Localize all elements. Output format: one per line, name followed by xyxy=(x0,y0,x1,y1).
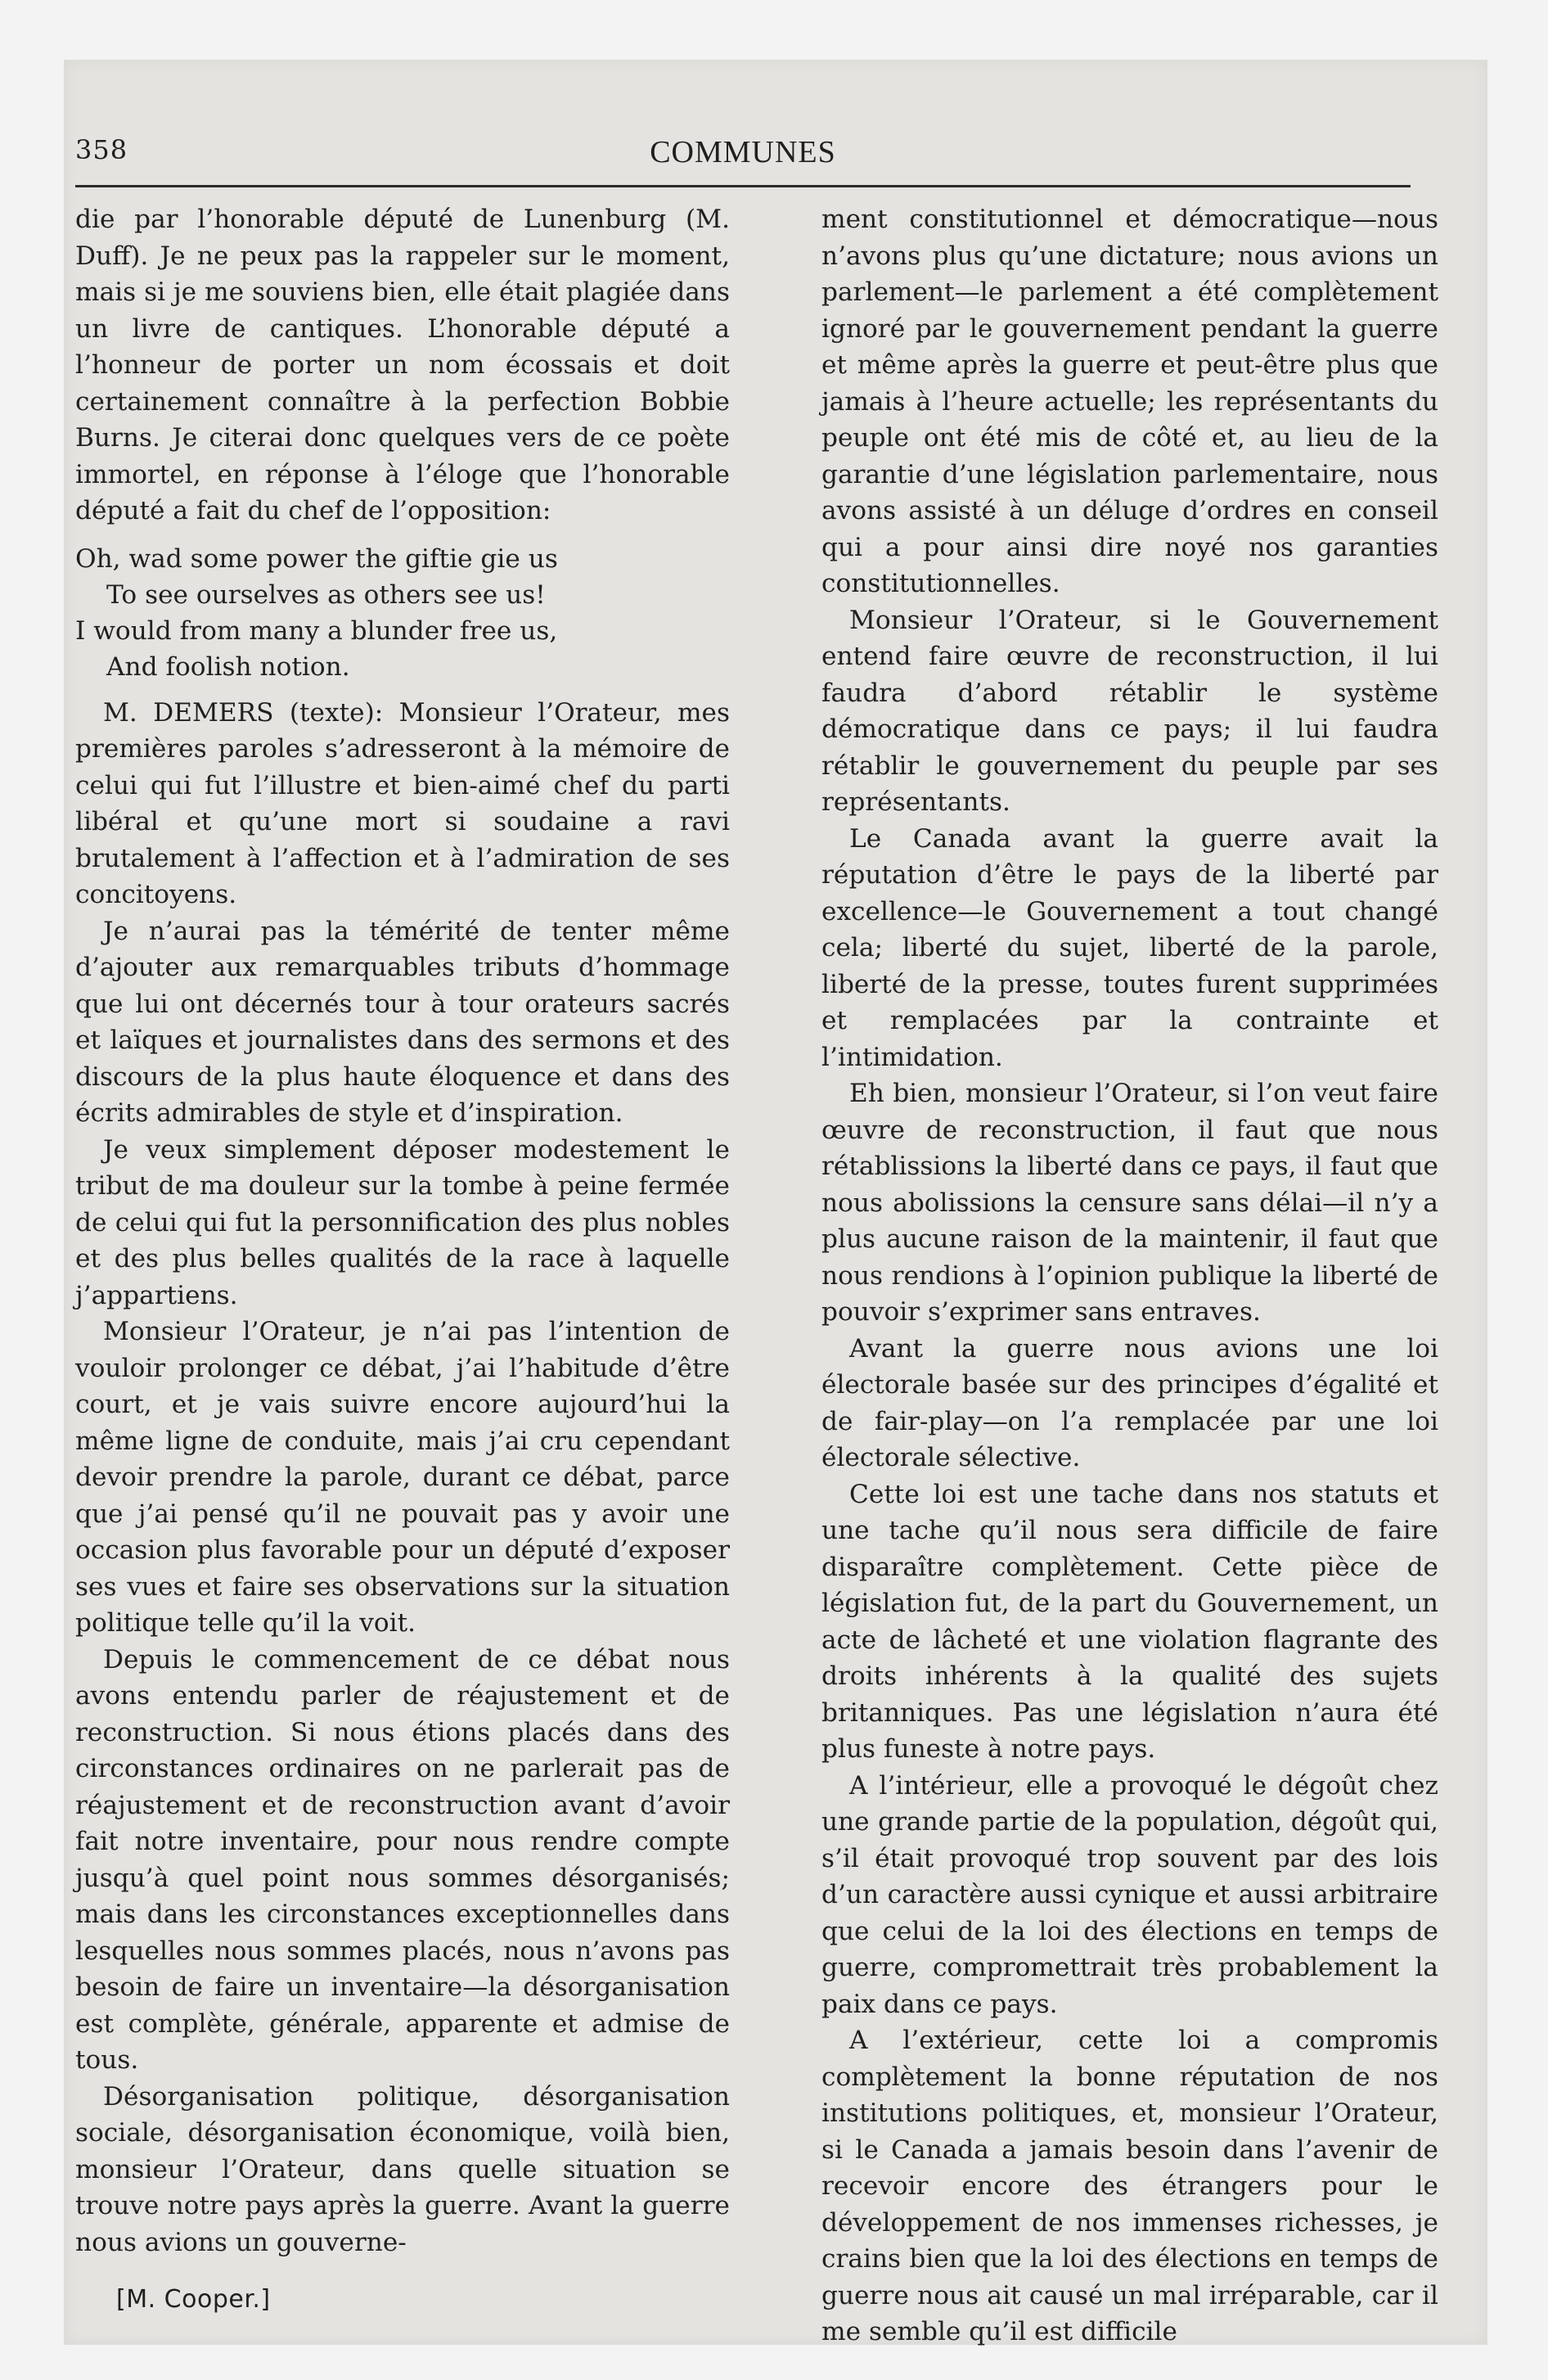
quote-line-4: And foolish notion. xyxy=(106,651,350,682)
speaker-footer-note: [M. Cooper.] xyxy=(116,2285,271,2314)
header-rule xyxy=(75,185,1411,187)
right-column xyxy=(821,201,1438,2351)
page-number: 358 xyxy=(75,134,128,165)
left-opening-paragraph: die par l’honorable député de Lunenburg (M. Duff). Je ne peux pas la rappeler sur le moment, mais si je me souviens bien, elle était plagiée dans un livre de cantiques. L’honorable député a l’honneur de porter un nom écossais et doit certainement connaître à la perfection Bobbie Burns. Je citerai donc quelques vers de ce poète immortel, en réponse à l’éloge que l’honorable député a fait du chef de l’opposition: xyxy=(75,205,730,525)
left-paragraph-tribute: Je n’aurai pas la témérité de tenter même d’ajouter aux remarquables tributs d’hommage que lui ont décernés tour à tour orateurs sacrés et laïques et journalistes dans des sermons et des discours de la plus haute éloquence et dans des écrits admirables de style et d’inspiration. xyxy=(75,916,730,1128)
right-paragraph-5: Avant la guerre nous avions une loi électorale basée sur des principes d’égalité et de fair-play—on l’a remplacée par une loi électorale sélective. xyxy=(821,1333,1438,1472)
right-paragraph-1: ment constitutionnel et démocratique—nous n’avons plus qu’une dictature; nous avions un parlement—le parlement a été complètement ignoré par le gouvernement pendant la guerre et même après la guerre et peut-être plus que jamais à l’heure actuelle; les représentants du peuple ont été mis de côté et, au lieu de la garantie d’une législation parlementaire, nous avons assisté à un déluge d’ordres en conseil qui a pour ainsi dire noyé nos garanties constitutionnelles. xyxy=(821,205,1438,598)
right-paragraph-2: Monsieur l’Orateur, si le Gouvernement entend faire œuvre de reconstruction, il lui faudra d’abord rétablir le système démocratique dans ce pays; il lui faudra rétablir le gouvernement du peuple par ses représentants. xyxy=(821,605,1438,817)
quote-line-3: I would from many a blunder free us, xyxy=(75,615,558,646)
left-column xyxy=(75,201,730,2261)
left-paragraph-tribute-2: Je veux simplement déposer modestement le tribut de ma douleur sur la tombe à peine fermée de celui qui fut la personnification des plus nobles et des plus belles qualités de la race à laquelle j’appartiens. xyxy=(75,1134,730,1310)
page-header xyxy=(75,134,1411,178)
right-paragraph-6: Cette loi est une tache dans nos statuts et une tache qu’il nous sera difficile de faire disparaître complètement. Cette pièce de législation fut, de la part du Gouvernement, un acte de lâcheté et une violation flagrante des droits inhérents à la qualité des sujets britanniques. Pas une législation n’aura été plus funeste à notre pays. xyxy=(821,1479,1438,1764)
right-paragraph-4: Eh bien, monsieur l’Orateur, si l’on veut faire œuvre de reconstruction, il faut que nous rétablissions la liberté dans ce pays, il faut que nous abolissions la censure sans délai—il n’y a plus aucune raison de la maintenir, il faut que nous rendions à l’opinion publique la liberté de pouvoir s’exprimer sans entraves. xyxy=(821,1079,1438,1327)
left-paragraph-reconstruction: Depuis le commencement de ce débat nous avons entendu parler de réajustement et de reconstruction. Si nous étions placés dans des circonstances ordinaires on ne parlerait pas de réajustement et de reconstruction avant d’avoir fait notre inventaire, pour nous rendre compte jusqu’à quel point nous sommes désorganisés; mais dans les circonstances exceptionnelles dans lesquelles nous sommes placés, nous n’avons pas besoin de faire un inventaire—la désorganisation est complète, générale, apparente et admise de tous. xyxy=(75,1644,730,2075)
right-paragraph-3: Le Canada avant la guerre avait la réputation d’être le pays de la liberté par excellence—le Gouvernement a tout changé cela; liberté du sujet, liberté de la parole, liberté de la presse, toutes furent supprimées et remplacées par la contrainte et l’intimidation. xyxy=(821,823,1438,1072)
running-title: COMMUNES xyxy=(650,135,836,169)
left-paragraph-demers: M. DEMERS (texte): Monsieur l’Orateur, mes premières paroles s’adresseront à la mémoire de celui qui fut l’illustre et bien-aimé chef du parti libéral et qu’une mort si soudaine a ravi brutalement à l’affection et à l’admiration de ses concitoyens. xyxy=(75,697,730,909)
quote-line-1: Oh, wad some power the giftie gie us xyxy=(75,543,558,574)
right-paragraph-7: A l’intérieur, elle a provoqué le dégoût chez une grande partie de la population, dégoût qui, s’il était provoqué trop souvent par des lois d’un caractère aussi cynique et aussi arbitraire que celui de la loi des élections en temps de guerre, compromettrait très probablement la paix dans ce pays. xyxy=(821,1770,1438,2019)
left-paragraph-disorganization: Désorganisation politique, désorganisation sociale, désorganisation économique, voilà bien, monsieur l’Orateur, dans quelle situation se trouve notre pays après la guerre. Avant la guerre nous avions un gouverne- xyxy=(75,2081,730,2257)
burns-quotation xyxy=(75,541,730,685)
right-paragraph-8: A l’extérieur, cette loi a compromis complètement la bonne réputation de nos institutions politiques, et, monsieur l’Orateur, si le Canada a jamais besoin dans l’avenir de recevoir encore des étrangers pour le développement de nos immenses richesses, je crains bien que la loi des élections en temps de guerre nous ait causé un mal irréparable, car il me semble qu’il est difficile xyxy=(821,2026,1438,2346)
quote-line-2: To see ourselves as others see us! xyxy=(106,579,546,610)
left-paragraph-intention: Monsieur l’Orateur, je n’ai pas l’intention de vouloir prolonger ce débat, j’ai l’habitude d’être court, et je vais suivre encore aujourd’hui la même ligne de conduite, mais j’ai cru cependant devoir prendre la parole, durant ce débat, parce que j’ai pensé qu’il ne pouvait pas y avoir une occasion plus favorable pour un député d’exposer ses vues et faire ses observations sur la situation politique telle qu’il la voit. xyxy=(75,1317,730,1638)
